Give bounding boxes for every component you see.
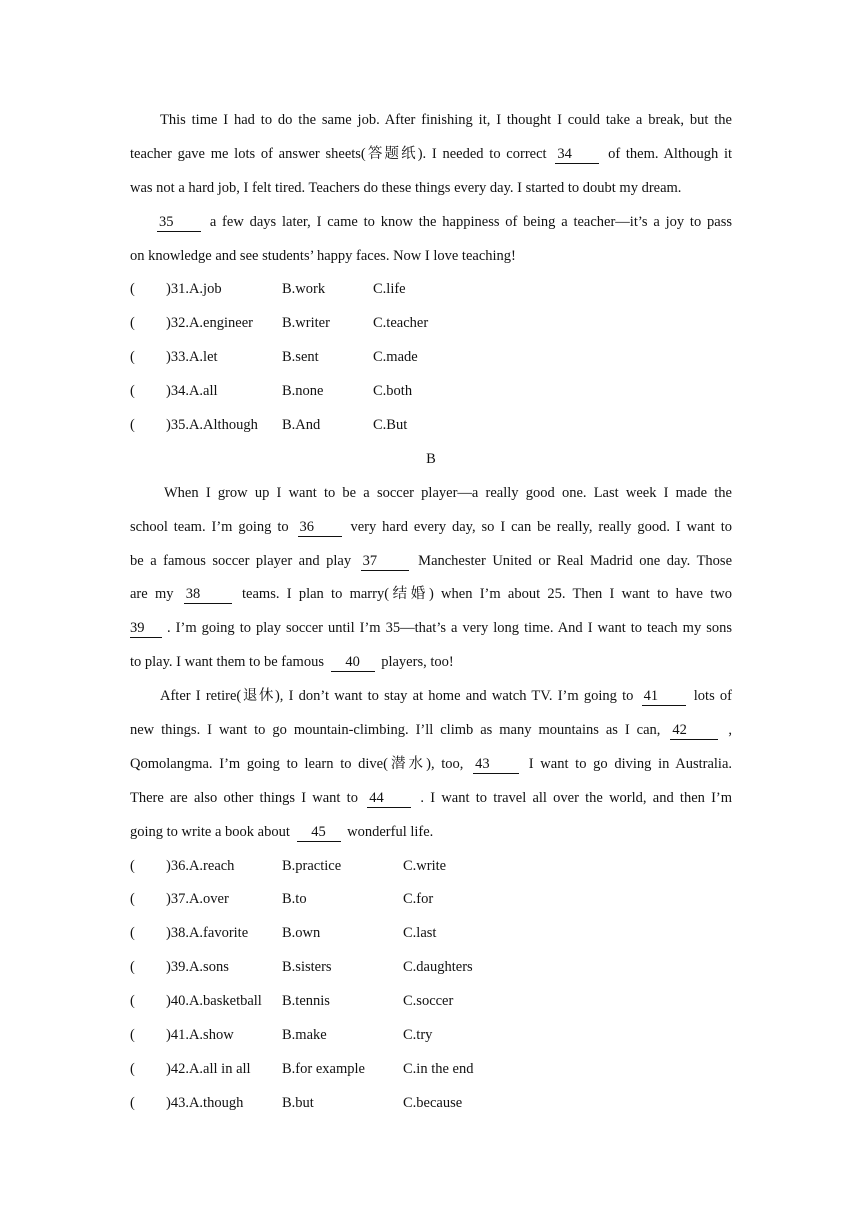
option-a: )34.A.all	[166, 383, 218, 400]
answer-blank-37[interactable]: 37	[361, 553, 409, 571]
passage-line	[130, 206, 732, 240]
passage-line	[130, 477, 732, 511]
option-row	[130, 917, 732, 951]
option-b: B.writer	[282, 315, 330, 332]
option-c: C.for	[403, 891, 434, 908]
answer-blank-41[interactable]: 41	[642, 688, 686, 706]
option-c: C.write	[403, 857, 447, 874]
option-row	[130, 375, 732, 409]
passage-line	[130, 612, 732, 646]
option-a: )42.A.all in all	[166, 1060, 251, 1077]
option-c: C.last	[403, 925, 437, 942]
option-b: B.but	[282, 1094, 314, 1111]
section-heading: B	[426, 450, 436, 467]
passage-line	[130, 511, 732, 545]
passage-line	[130, 680, 732, 714]
passage-text: lots of	[693, 688, 732, 705]
option-c: C.daughters	[403, 959, 473, 976]
passage-text: . I’m going to play soccer until I’m 35—that’s a very long time. And I want to teach my sons	[167, 620, 732, 637]
passage-text: are my	[130, 586, 174, 603]
option-c: C.because	[403, 1094, 463, 1111]
answer-paren[interactable]: (	[130, 349, 135, 366]
option-row	[130, 273, 732, 307]
passage-text: to play. I want them to be famous	[130, 654, 324, 671]
option-b: B.sisters	[282, 959, 332, 976]
option-row	[130, 341, 732, 375]
option-row	[130, 1053, 732, 1087]
answer-blank-44[interactable]: 44	[367, 790, 411, 808]
option-c: C.soccer	[403, 993, 454, 1010]
option-row	[130, 1087, 732, 1121]
passage-text: . I want to travel all over the world, and then I’m	[420, 789, 733, 806]
option-row	[130, 951, 732, 985]
passage-line	[130, 578, 732, 612]
answer-blank-39[interactable]: 39	[130, 620, 162, 638]
option-c: C.both	[373, 383, 413, 400]
answer-paren[interactable]: (	[130, 417, 135, 434]
passage-line	[130, 748, 732, 782]
answer-blank-45[interactable]: 45	[297, 824, 341, 842]
passage-line	[130, 138, 732, 172]
option-row	[130, 1019, 732, 1053]
option-c: C.teacher	[373, 315, 429, 332]
option-b: B.none	[282, 383, 324, 400]
answer-blank-43[interactable]: 43	[473, 756, 519, 774]
passage-text: Qomolangma. I’m going to learn to dive(潜水), too,	[130, 755, 464, 772]
option-a: )32.A.engineer	[166, 315, 253, 332]
document-page	[130, 104, 732, 1121]
passage-text: After I retire(退休), I don’t want to stay at home and watch TV. I’m going to	[160, 688, 634, 705]
option-c: C.But	[373, 417, 408, 434]
passage-text: Manchester United or Real Madrid one day. Those	[418, 552, 733, 569]
passage-line	[130, 646, 732, 680]
answer-blank-35[interactable]: 35	[157, 214, 201, 232]
passage-text: teacher gave me lots of answer sheets(答题纸). I needed to correct	[130, 145, 547, 162]
passage-line	[130, 714, 732, 748]
option-b: B.practice	[282, 857, 342, 874]
option-a: )41.A.show	[166, 1027, 234, 1044]
passage-text: new things. I want to go mountain-climbing. I’ll climb as many mountains as I can,	[130, 722, 661, 739]
passage-text: teams. I plan to marry(结婚) when I’m about 25. Then I want to have two	[242, 586, 733, 603]
option-b: B.own	[282, 925, 321, 942]
answer-paren[interactable]: (	[130, 315, 135, 332]
answer-paren[interactable]: (	[130, 383, 135, 400]
option-row	[130, 307, 732, 341]
passage-text: I want to go diving in Australia.	[528, 755, 732, 772]
answer-paren[interactable]: (	[130, 959, 135, 976]
answer-paren[interactable]: (	[130, 891, 135, 908]
option-a: )33.A.let	[166, 349, 218, 366]
answer-paren[interactable]: (	[130, 993, 135, 1010]
passage-text: players, too!	[381, 654, 454, 671]
option-a: )35.A.Although	[166, 417, 258, 434]
passage-text: wonderful life.	[347, 823, 434, 840]
answer-blank-34[interactable]: 34	[555, 146, 599, 164]
passage-text: going to write a book about	[130, 823, 290, 840]
answer-paren[interactable]: (	[130, 1027, 135, 1044]
passage-text: There are also other things I want to	[130, 789, 358, 806]
passage-line	[130, 240, 732, 274]
option-row	[130, 985, 732, 1019]
passage-text: ,	[728, 722, 732, 739]
option-b: B.sent	[282, 349, 319, 366]
answer-paren[interactable]: (	[130, 857, 135, 874]
option-a: )40.A.basketball	[166, 993, 262, 1010]
option-b: B.work	[282, 281, 326, 298]
option-a: )36.A.reach	[166, 857, 235, 874]
passage-text: was not a hard job, I felt tired. Teachers do these things every day. I started to doubt my dream.	[130, 179, 682, 196]
answer-paren[interactable]: (	[130, 281, 135, 298]
passage-text: of them. Although it	[608, 145, 733, 162]
option-row	[130, 850, 732, 884]
passage-line	[130, 545, 732, 579]
passage-line	[130, 816, 732, 850]
passage-text: on knowledge and see students’ happy faces. Now I love teaching!	[130, 247, 516, 264]
option-row	[130, 409, 732, 443]
passage-line	[130, 782, 732, 816]
passage-text: very hard every day, so I can be really, really good. I want to	[350, 518, 733, 535]
option-b: B.make	[282, 1027, 327, 1044]
option-b: B.tennis	[282, 993, 330, 1010]
passage-line	[130, 172, 732, 206]
answer-paren[interactable]: (	[130, 1094, 135, 1111]
option-a: )39.A.sons	[166, 959, 229, 976]
option-c: C.life	[373, 281, 406, 298]
option-b: B.for example	[282, 1060, 365, 1077]
option-a: )43.A.though	[166, 1094, 244, 1111]
passage-line	[130, 104, 732, 138]
passage-text: school team. I’m going to	[130, 518, 289, 535]
option-a: )37.A.over	[166, 891, 229, 908]
answer-blank-40[interactable]: 40	[331, 654, 375, 672]
option-row	[130, 883, 732, 917]
answer-blank-36[interactable]: 36	[298, 519, 342, 537]
option-b: B.to	[282, 891, 307, 908]
passage-text: This time I had to do the same job. After finishing it, I thought I could take a break, but the	[160, 112, 732, 128]
option-b: B.And	[282, 417, 321, 434]
option-c: C.in the end	[403, 1060, 474, 1077]
option-a: )38.A.favorite	[166, 925, 249, 942]
passage-text: When I grow up I want to be a soccer player—a really good one. Last week I made the	[164, 484, 732, 501]
answer-blank-42[interactable]: 42	[670, 722, 718, 740]
answer-blank-38[interactable]: 38	[184, 586, 232, 604]
passage-text: a few days later, I came to know the happiness of being a teacher—it’s a joy to pass	[209, 213, 732, 230]
passage-text: be a famous soccer player and play	[130, 552, 352, 569]
option-c: C.made	[373, 349, 418, 366]
answer-paren[interactable]: (	[130, 1060, 135, 1077]
answer-paren[interactable]: (	[130, 925, 135, 942]
option-c: C.try	[403, 1027, 433, 1044]
option-a: )31.A.job	[166, 281, 222, 298]
